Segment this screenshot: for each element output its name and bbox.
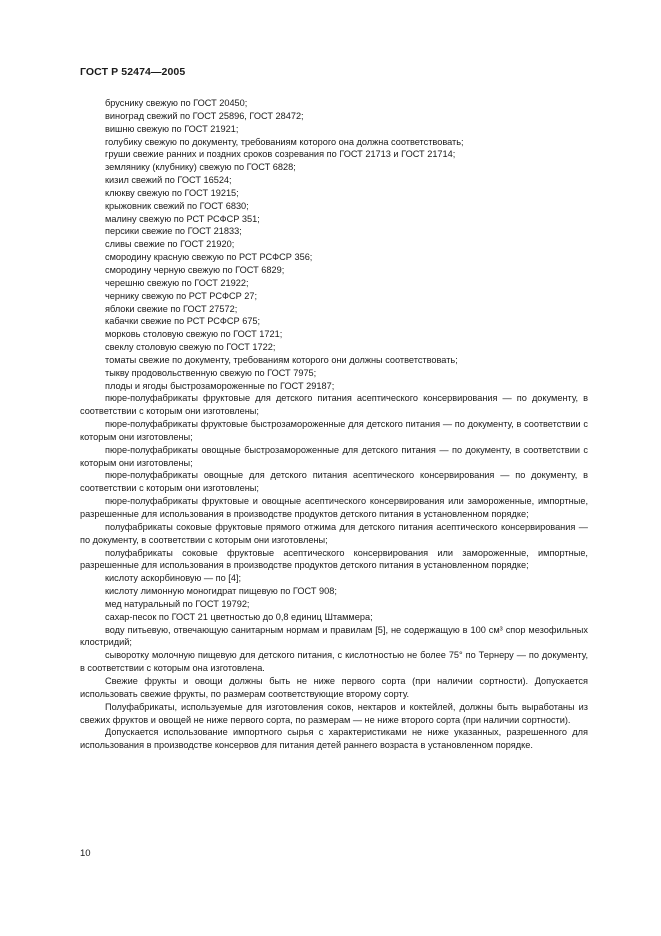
paragraph: смородину красную свежую по РСТ РСФСР 356;: [105, 252, 313, 263]
paragraph: воду питьевую, отвечающую санитарным нормам и правилам [5], не содержащую в 100 см³ спор мезофильных клостридий;: [80, 624, 588, 648]
paragraph: черешню свежую по ГОСТ 21922;: [105, 277, 249, 288]
paragraph: полуфабрикаты соковые фруктовые прямого отжима для детского питания асептического консервирования — по документу, в соответствии с которым они изготовлены;: [80, 521, 588, 545]
paragraph: персики свежие по ГОСТ 21833;: [105, 226, 242, 237]
paragraph: вишню свежую по ГОСТ 21921;: [105, 123, 239, 134]
paragraph: мед натуральный по ГОСТ 19792;: [105, 598, 250, 609]
paragraph: землянику (клубнику) свежую по ГОСТ 6828;: [105, 162, 296, 173]
paragraph: пюре-полуфабрикаты фруктовые для детского питания асептического консервирования — по документу, в соответствии с которым они изготовлены;: [80, 393, 588, 417]
paragraph: кабачки свежие по РСТ РСФСР 675;: [105, 316, 261, 327]
paragraph: крыжовник свежий по ГОСТ 6830;: [105, 200, 249, 211]
paragraph: клюкву свежую по ГОСТ 19215;: [105, 187, 239, 198]
paragraph: кислоту аскорбиновую — по [4];: [105, 573, 242, 584]
paragraph: голубику свежую по документу, требованиям которого она должна соответствовать;: [105, 136, 464, 147]
paragraph: пюре-полуфабрикаты фруктовые и овощные асептического консервирования или замороженные, импортные, разрешенные для использования в производстве продуктов детского питания в установленном порядке;: [80, 496, 588, 519]
paragraph: Полуфабрикаты, используемые для изготовления соков, нектаров и коктейлей, должны быть выработаны из свежих фруктов и овощей не ниже первого сорта, по размерам — не ниже второго сорта (при наличии сортности).: [80, 701, 588, 725]
paragraph: сахар-песок по ГОСТ 21 цветностью до 0,8 единиц Штаммера;: [105, 611, 373, 622]
paragraph: смородину черную свежую по ГОСТ 6829;: [105, 264, 285, 275]
paragraph: груши свежие ранних и поздних сроков созревания по ГОСТ 21713 и ГОСТ 21714;: [105, 149, 456, 160]
paragraph: сыворотку молочную пищевую для детского питания, с кислотностью не более 75° по Тернеру — по документу, в соответствии с которым она изготовлена.: [80, 650, 588, 674]
paragraph: полуфабрикаты соковые фруктовые асептического консервирования или замороженные, импортные, разрешенные для использования в производстве продуктов детского питания в установленном порядке;: [80, 547, 588, 571]
paragraph: пюре-полуфабрикаты фруктовые быстрозамороженные для детского питания — по документу, в соответствии с которым они изготовлены;: [80, 419, 588, 442]
document-body: [80, 97, 588, 752]
paragraph: свеклу столовую свежую по ГОСТ 1722;: [105, 342, 276, 353]
page-number: 10: [80, 848, 91, 859]
paragraph: плоды и ягоды быстрозамороженные по ГОСТ 29187;: [105, 380, 335, 391]
paragraph: чернику свежую по РСТ РСФСР 27;: [105, 290, 258, 301]
paragraph: кислоту лимонную моногидрат пищевую по ГОСТ 908;: [105, 586, 337, 597]
paragraph: виноград свежий по ГОСТ 25896, ГОСТ 28472;: [105, 110, 304, 121]
paragraph: пюре-полуфабрикаты овощные быстрозамороженные для детского питания — по документу, в соответствии с которым они изготовлены;: [80, 444, 588, 468]
paragraph: сливы свежие по ГОСТ 21920;: [105, 239, 235, 250]
paragraph: Свежие фрукты и овощи должны быть не ниже первого сорта (при наличии сортности). Допускается использовать свежие фрукты, по размерам соответствующие второму сорту.: [80, 675, 588, 699]
paragraph: Допускается использование импортного сырья с характеристиками не ниже указанных, разрешенного для использования в производстве консервов для питания детей раннего возраста в установленном порядке.: [80, 727, 588, 751]
document-header: ГОСТ Р 52474—2005: [80, 66, 186, 78]
paragraph: тыкву продовольственную свежую по ГОСТ 7975;: [105, 367, 317, 378]
paragraph: пюре-полуфабрикаты овощные для детского питания асептического консервирования — по документу, в соответствии с которым они изготовлены;: [80, 470, 588, 494]
paragraph: кизил свежий по ГОСТ 16524;: [105, 175, 232, 186]
paragraph: морковь столовую свежую по ГОСТ 1721;: [105, 329, 283, 340]
paragraph: малину свежую по РСТ РСФСР 351;: [105, 213, 260, 224]
paragraph: бруснику свежую по ГОСТ 20450;: [105, 98, 248, 108]
paragraph: томаты свежие по документу, требованиям которого они должны соответствовать;: [105, 354, 458, 365]
paragraph: яблоки свежие по ГОСТ 27572;: [105, 303, 238, 314]
